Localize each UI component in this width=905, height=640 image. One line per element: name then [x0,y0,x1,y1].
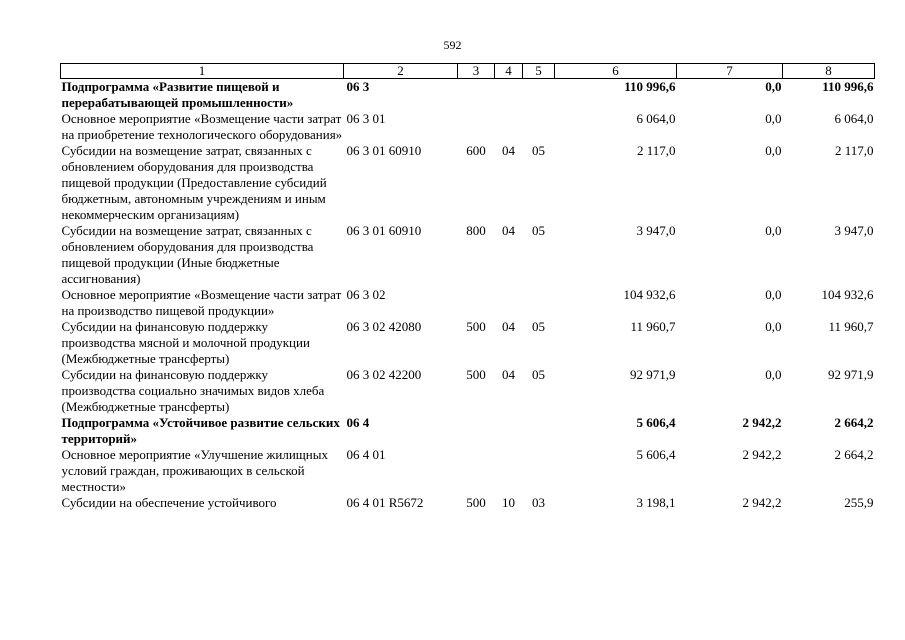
column-header-4: 4 [495,64,523,79]
row-value-8: 104 932,6 [821,287,874,302]
row-value-8: 255,9 [844,495,874,510]
row-value-7: 2 942,2 [742,495,782,510]
row-col3 [458,415,495,447]
row-col4 [495,415,523,447]
row-value-6: 3 198,1 [636,495,676,510]
row-value-8: 2 117,0 [834,143,874,158]
column-header-8: 8 [783,64,875,79]
row-col4: 04 [502,223,515,238]
row-col3: 500 [466,367,486,382]
budget-table-container [60,63,874,511]
row-col3: 600 [466,143,486,158]
row-col3: 800 [466,223,486,238]
row-value-8: 92 971,9 [828,367,874,382]
row-col5 [523,79,555,112]
row-code: 06 3 01 60910 [346,223,422,238]
table-row [61,223,875,287]
table-row [61,287,875,319]
row-value-6: 11 960,7 [630,319,676,334]
row-code: 06 4 01 R5672 [346,495,424,510]
row-code: 06 4 [346,415,370,430]
row-col4: 10 [502,495,515,510]
header-row [61,64,875,79]
row-name: Субсидии на возмещение затрат, связанных с обновлением оборудования для производства пищевой продукции (Предоставление субсидий бюджетным, автономным учреждениям и иным некоммерческим организациям) [61,143,327,222]
row-col4 [495,447,523,495]
table-row [61,367,875,415]
row-value-7: 0,0 [765,79,782,94]
row-col4: 04 [502,319,515,334]
row-value-8: 110 996,6 [822,79,874,94]
row-col5 [523,415,555,447]
row-col5: 05 [532,367,545,382]
row-code: 06 3 01 60910 [346,143,422,158]
row-name: Подпрограмма «Устойчивое развитие сельских территорий» [61,415,340,446]
row-name: Подпрограмма «Развитие пищевой и перерабатывающей промышленности» [61,79,294,110]
table-row [61,447,875,495]
row-code: 06 3 02 42080 [346,319,422,334]
row-name: Субсидии на финансовую поддержку производства социально значимых видов хлеба (Межбюджетные трансферты) [61,367,325,414]
row-value-7: 0,0 [765,367,782,382]
table-row [61,143,875,223]
row-col3 [458,447,495,495]
column-header-3: 3 [458,64,495,79]
row-name: Субсидии на возмещение затрат, связанных с обновлением оборудования для производства пищевой продукции (Иные бюджетные ассигнования) [61,223,314,286]
row-col5: 05 [532,223,545,238]
row-value-6: 110 996,6 [624,79,676,94]
row-value-6: 5 606,4 [636,447,676,462]
row-name: Основное мероприятие «Возмещение части затрат на приобретение технологического оборудования» [61,111,343,142]
row-value-8: 3 947,0 [834,223,874,238]
row-value-6: 3 947,0 [636,223,676,238]
row-value-8: 2 664,2 [834,447,874,462]
row-value-7: 0,0 [765,111,782,126]
table-row [61,111,875,143]
row-value-6: 92 971,9 [630,367,676,382]
row-col3: 500 [466,319,486,334]
row-col4: 04 [502,143,515,158]
row-code: 06 3 01 [346,111,386,126]
row-value-7: 2 942,2 [742,415,782,430]
page-number: 592 [443,38,462,52]
row-col3 [458,287,495,319]
column-header-6: 6 [555,64,677,79]
row-code: 06 3 [346,79,370,94]
table-row [61,495,875,511]
column-header-5: 5 [523,64,555,79]
column-header-2: 2 [344,64,458,79]
row-value-6: 5 606,4 [636,415,676,430]
row-code: 06 3 02 [346,287,386,302]
row-value-7: 0,0 [765,143,782,158]
column-header-7: 7 [677,64,783,79]
row-value-7: 0,0 [765,319,782,334]
row-col5: 05 [532,319,545,334]
row-value-6: 2 117,0 [636,143,676,158]
row-col5 [523,111,555,143]
row-col3 [458,79,495,112]
row-value-6: 104 932,6 [623,287,676,302]
row-col4 [495,287,523,319]
row-value-8: 11 960,7 [828,319,874,334]
row-col4: 04 [502,367,515,382]
column-header-1: 1 [61,64,344,79]
table-row [61,79,875,112]
table-row [61,319,875,367]
row-col5: 03 [532,495,545,510]
row-col5 [523,447,555,495]
row-code: 06 3 02 42200 [346,367,422,382]
row-col4 [495,111,523,143]
row-col3: 500 [466,495,486,510]
row-name: Субсидии на обеспечение устойчивого [61,495,277,510]
row-name: Основное мероприятие «Возмещение части затрат на производство пищевой продукции» [61,287,342,318]
row-value-7: 2 942,2 [742,447,782,462]
row-value-7: 0,0 [765,223,782,238]
row-code: 06 4 01 [346,447,386,462]
row-name: Основное мероприятие «Улучшение жилищных условий граждан, проживающих в сельской местности» [61,447,328,494]
row-value-8: 2 664,2 [834,415,874,430]
budget-table [60,63,875,511]
row-col4 [495,79,523,112]
row-value-7: 0,0 [765,287,782,302]
row-value-6: 6 064,0 [636,111,676,126]
row-col3 [458,111,495,143]
row-col5 [523,287,555,319]
row-value-8: 6 064,0 [834,111,874,126]
row-col5: 05 [532,143,545,158]
table-row [61,415,875,447]
row-name: Субсидии на финансовую поддержку производства мясной и молочной продукции (Межбюджетные трансферты) [61,319,310,366]
